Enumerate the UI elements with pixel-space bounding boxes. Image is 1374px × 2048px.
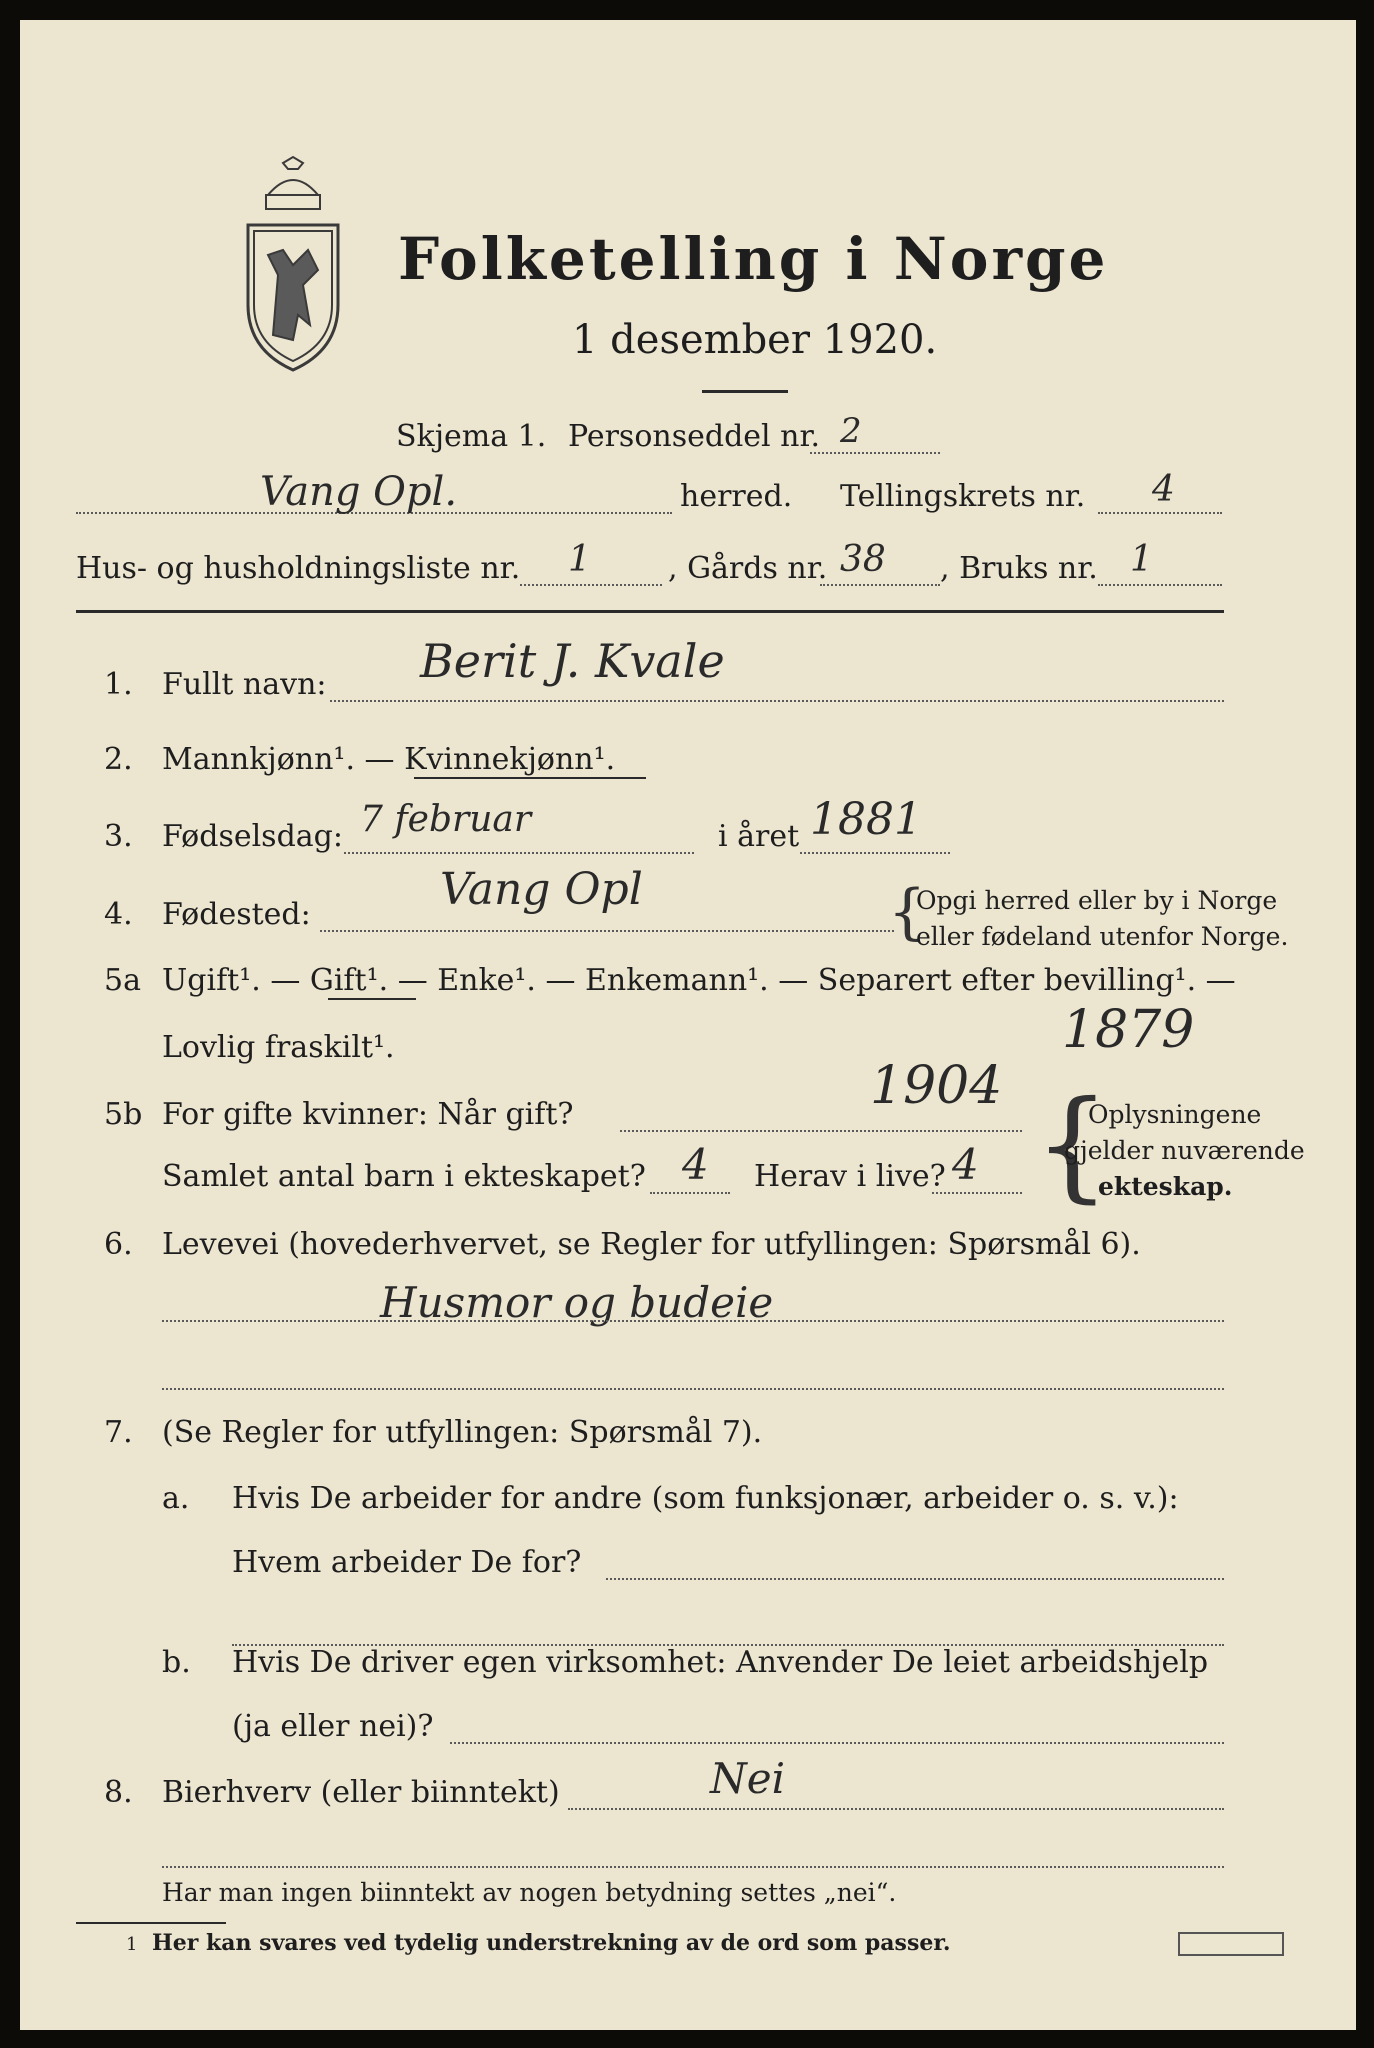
- q6-line1: [162, 1320, 1224, 1322]
- q3-label: Fødselsdag:: [162, 819, 343, 854]
- q2-underline: [414, 777, 646, 779]
- q4-note-line2: eller fødeland utenfor Norge.: [916, 922, 1289, 951]
- q8-number: 8.: [104, 1775, 133, 1810]
- coat-of-arms-icon: [238, 155, 348, 375]
- q5b-note-line1: Oplysningene: [1088, 1100, 1262, 1129]
- q7-number: 7.: [104, 1415, 133, 1450]
- q7a-letter: a.: [162, 1481, 190, 1516]
- q5b-note-brace: {: [1034, 1076, 1111, 1215]
- q7b-label2: (ja eller nei)?: [232, 1709, 434, 1744]
- gards-line: [820, 584, 940, 586]
- tellingskrets-line: [1098, 512, 1222, 514]
- q7b-label: Hvis De driver egen virksomhet: Anvender De leiet arbeidshjelp: [232, 1645, 1209, 1680]
- q3-year-line: [800, 852, 950, 854]
- header-divider: [76, 610, 1224, 613]
- footnote-number: 1: [126, 1934, 138, 1955]
- title-divider: [702, 390, 788, 393]
- q5b-alive-label: Herav i live?: [754, 1159, 946, 1194]
- q6-value: Husmor og budeie: [380, 1278, 774, 1327]
- hus-label: Hus- og husholdningsliste nr.: [76, 551, 521, 586]
- q8-label: Bierhverv (eller biinntekt): [162, 1775, 560, 1810]
- q5b-children-value: 4: [682, 1140, 709, 1189]
- printer-stamp: [1178, 1932, 1284, 1956]
- q5a-label: Ugift¹. — Gift¹. — Enke¹. — Enkemann¹. — Separert efter bevilling¹. —: [162, 963, 1236, 998]
- bruks-line: [1098, 584, 1222, 586]
- q5b-line: [620, 1130, 1022, 1132]
- q6-label: Levevei (hovederhvervet, se Regler for utfyllingen: Spørsmål 6).: [162, 1227, 1141, 1262]
- footer-note: Har man ingen biinntekt av nogen betydning settes „nei“.: [162, 1878, 897, 1907]
- q3-value: 7 februar: [360, 799, 532, 840]
- q4-value: Vang Opl: [440, 864, 643, 915]
- q3-number: 3.: [104, 819, 133, 854]
- q5b-alive-value: 4: [952, 1140, 979, 1189]
- form-title: Folketelling i Norge: [398, 225, 1109, 293]
- census-date: 1 desember 1920.: [572, 317, 938, 363]
- q7a-label: Hvis De arbeider for andre (som funksjonær, arbeider o. s. v.):: [232, 1481, 1179, 1516]
- herred-label: herred.: [680, 479, 793, 514]
- q5a-margin-note: 1879: [1062, 1000, 1195, 1060]
- personseddel-label: Personseddel nr.: [568, 419, 821, 454]
- q3-year-value: 1881: [810, 794, 922, 845]
- q5a-label2: Lovlig fraskilt¹.: [162, 1030, 395, 1065]
- q7a-label2: Hvem arbeider De for?: [232, 1545, 582, 1580]
- gards-label: , Gårds nr.: [668, 551, 828, 586]
- q4-line: [320, 930, 894, 932]
- bruks-value: 1: [1130, 539, 1153, 580]
- q4-note-line1: Opgi herred eller by i Norge: [916, 886, 1278, 915]
- q8-line: [568, 1808, 1224, 1810]
- q7b-letter: b.: [162, 1645, 191, 1680]
- q4-label: Fødested:: [162, 897, 311, 932]
- q2-number: 2.: [104, 742, 133, 777]
- q1-line: [330, 700, 1224, 702]
- tellingskrets-label: Tellingskrets nr.: [840, 479, 1086, 514]
- q7b-line: [450, 1742, 1224, 1744]
- q5b-note-line2: gjelder nuværende: [1064, 1136, 1305, 1165]
- footnote-text: Her kan svares ved tydelig understrekning av de ord som passer.: [152, 1930, 951, 1956]
- q4-number: 4.: [104, 897, 133, 932]
- q4-note-brace: {: [888, 877, 927, 947]
- q8-line2: [162, 1866, 1224, 1868]
- q5b-children-line: [650, 1192, 730, 1194]
- q5a-underline: [328, 998, 416, 1000]
- q1-number: 1.: [104, 667, 133, 702]
- q1-label: Fullt navn:: [162, 667, 327, 702]
- q1-value: Berit J. Kvale: [420, 634, 725, 688]
- q7-label: (Se Regler for utfyllingen: Spørsmål 7).: [162, 1415, 763, 1450]
- census-form: [20, 20, 1356, 2030]
- q6-number: 6.: [104, 1227, 133, 1262]
- skjema-label: Skjema 1.: [396, 419, 547, 454]
- herred-value: Vang Opl.: [260, 469, 458, 515]
- q2-label: Mannkjønn¹. — Kvinnekjønn¹.: [162, 742, 616, 777]
- footnote-divider: [76, 1922, 226, 1924]
- tellingskrets-value: 4: [1152, 469, 1175, 510]
- personseddel-line: [810, 452, 940, 454]
- personseddel-value: 2: [840, 411, 862, 451]
- q5b-label: For gifte kvinner: Når gift?: [162, 1097, 574, 1132]
- q7a-line1: [606, 1578, 1224, 1580]
- hus-value: 1: [568, 539, 591, 580]
- q3-year-label: i året: [718, 819, 800, 854]
- q5b-alive-line: [932, 1192, 1022, 1194]
- q5a-number: 5a: [104, 963, 141, 998]
- gards-value: 38: [840, 539, 886, 580]
- bruks-label: , Bruks nr.: [940, 551, 1098, 586]
- q8-value: Nei: [710, 1754, 786, 1803]
- q5b-number: 5b: [104, 1097, 143, 1132]
- q3-line: [344, 852, 694, 854]
- q5b-children-label: Samlet antal barn i ekteskapet?: [162, 1159, 646, 1194]
- q5b-note-line3: ekteskap.: [1098, 1172, 1233, 1201]
- hus-line: [520, 584, 662, 586]
- q5b-value: 1904: [870, 1056, 1003, 1116]
- q6-line2: [162, 1388, 1224, 1390]
